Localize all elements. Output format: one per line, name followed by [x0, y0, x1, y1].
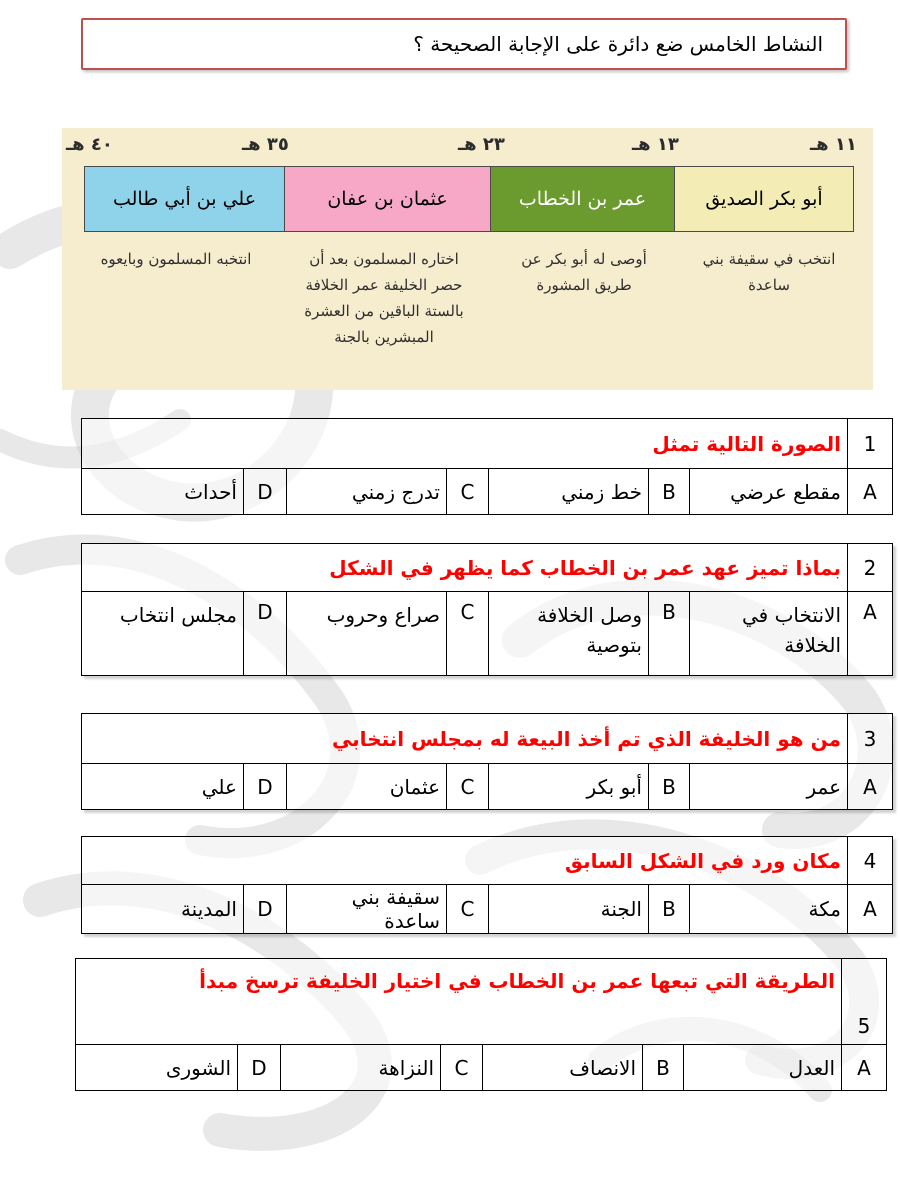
timeline-description	[684, 246, 854, 298]
option-letter[interactable]: B	[643, 1045, 684, 1091]
question-stem: من هو الخليفة الذي تم أخذ البيعة له بمجلس انتخابي	[82, 714, 848, 764]
option-letter[interactable]: A	[848, 885, 893, 934]
option-letter[interactable]: B	[649, 764, 690, 810]
option-letter[interactable]: A	[848, 469, 893, 515]
option-letter[interactable]: A	[848, 592, 893, 676]
description-line: حصر الخليفة عمر الخلافة	[305, 276, 463, 294]
year-label: ٢٣ هـ	[458, 134, 505, 155]
option-text[interactable]: المدينة	[82, 885, 244, 934]
year-label: ١١ هـ	[810, 134, 857, 155]
year-label: ١٣ هـ	[632, 134, 679, 155]
activity-title: النشاط الخامس ضع دائرة على الإجابة الصحيحة ؟	[81, 18, 847, 70]
question-stem: الطريقة التي تبعها عمر بن الخطاب في اختيار الخليفة ترسخ مبدأ	[76, 959, 842, 1045]
option-letter[interactable]: B	[649, 592, 690, 676]
option-letter[interactable]: C	[447, 592, 489, 676]
option-letter[interactable]: D	[244, 469, 287, 515]
option-text[interactable]: العدل	[684, 1045, 842, 1091]
option-text[interactable]: تدرج زمني	[287, 469, 447, 515]
question-stem: الصورة التالية تمثل	[82, 419, 848, 469]
timeline-segment-uthman: عثمان بن عفان	[284, 166, 491, 232]
timeline-description	[494, 246, 674, 298]
description-line: أوصى له أبو بكر عن	[521, 250, 647, 268]
option-letter[interactable]: A	[842, 1045, 887, 1091]
question-stem: مكان ورد في الشكل السابق	[82, 837, 848, 885]
option-text[interactable]: خط زمني	[489, 469, 649, 515]
option-text[interactable]: الجنة	[489, 885, 649, 934]
option-letter[interactable]: C	[447, 764, 489, 810]
option-text[interactable]: صراع وحروب	[287, 592, 447, 676]
question-3	[81, 713, 893, 810]
option-letter[interactable]: B	[649, 469, 690, 515]
option-letter[interactable]: D	[244, 764, 287, 810]
timeline-segment-abu-bakr: أبو بكر الصديق	[674, 166, 854, 232]
option-letter[interactable]: D	[238, 1045, 281, 1091]
timeline-segment-ali: علي بن أبي طالب	[84, 166, 285, 232]
description-line: ساعدة	[748, 276, 790, 294]
description-line: انتخبه المسلمون وبايعوه	[100, 250, 252, 268]
description-line: بالستة الباقين من العشرة	[304, 302, 464, 320]
timeline-description	[284, 246, 484, 350]
option-letter[interactable]: D	[244, 885, 287, 934]
description-line: المبشرين بالجنة	[334, 328, 434, 346]
option-letter[interactable]: A	[848, 764, 893, 810]
description-line: انتخب في سقيفة بني	[702, 250, 836, 268]
option-text[interactable]: علي	[82, 764, 244, 810]
question-number: 1	[848, 419, 893, 469]
question-number: 2	[848, 544, 893, 592]
option-text[interactable]: النزاهة	[281, 1045, 441, 1091]
option-letter[interactable]: C	[441, 1045, 483, 1091]
timeline-segment-umar: عمر بن الخطاب	[490, 166, 675, 232]
option-text[interactable]: الشورى	[76, 1045, 238, 1091]
year-label: ٣٥ هـ	[242, 134, 289, 155]
year-label: ٤٠ هـ	[66, 134, 113, 155]
option-letter[interactable]: C	[447, 469, 489, 515]
question-number: 3	[848, 714, 893, 764]
description-line: طريق المشورة	[536, 276, 632, 294]
option-text[interactable]: الانتخاب في الخلافة	[690, 592, 848, 676]
caliphate-timeline	[62, 128, 873, 390]
option-text[interactable]: وصل الخلافة بتوصية	[489, 592, 649, 676]
timeline-description	[76, 246, 276, 272]
option-text[interactable]: الانصاف	[483, 1045, 643, 1091]
question-2	[81, 543, 893, 676]
question-number: 5	[842, 959, 887, 1045]
option-text[interactable]: أحداث	[82, 469, 244, 515]
option-text[interactable]: عثمان	[287, 764, 447, 810]
option-text[interactable]: مقطع عرضي	[690, 469, 848, 515]
option-text[interactable]: أبو بكر	[489, 764, 649, 810]
question-4	[81, 836, 893, 934]
option-text[interactable]: عمر	[690, 764, 848, 810]
option-text[interactable]: مجلس انتخاب	[82, 592, 244, 676]
option-letter[interactable]: D	[244, 592, 287, 676]
question-5	[75, 958, 887, 1091]
option-text[interactable]: سقيفة بني ساعدة	[287, 885, 447, 934]
description-line: اختاره المسلمون بعد أن	[309, 250, 459, 268]
question-1	[81, 418, 893, 515]
question-number: 4	[848, 837, 893, 885]
option-letter[interactable]: B	[649, 885, 690, 934]
option-text[interactable]: مكة	[690, 885, 848, 934]
option-letter[interactable]: C	[447, 885, 489, 934]
question-stem: بماذا تميز عهد عمر بن الخطاب كما يظهر في الشكل	[82, 544, 848, 592]
